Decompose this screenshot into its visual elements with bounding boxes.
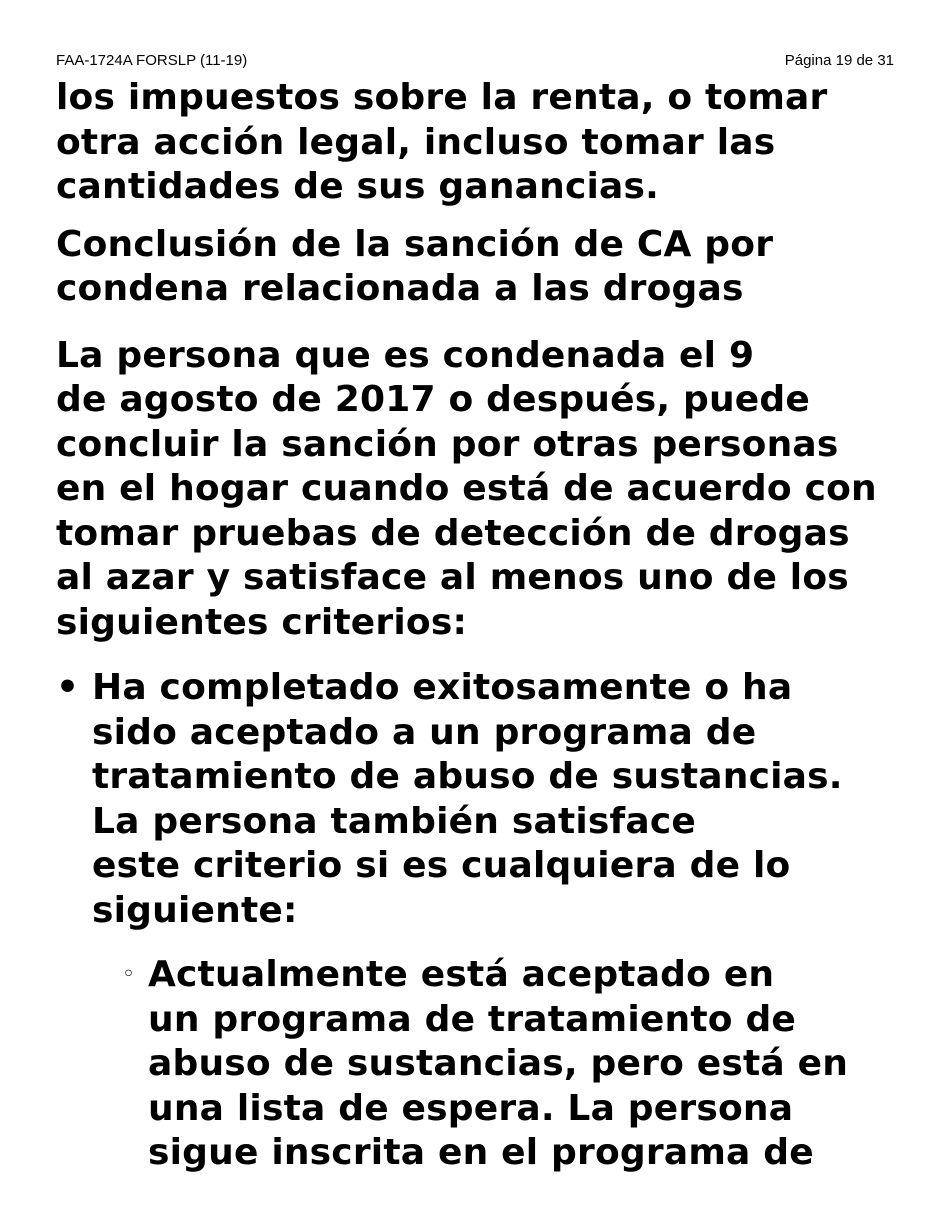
text-line: siguientes criterios: [56, 601, 468, 643]
document-body [56, 76, 906, 1176]
sub-criteria-list [92, 953, 906, 1176]
text-line: Ha completado exitosamente o ha [92, 667, 793, 708]
text-line: los impuestos sobre la renta, o tomar [56, 77, 828, 118]
criteria-list [56, 666, 906, 1176]
text-line: en el hogar cuando está de acuerdo con [56, 468, 877, 509]
text-line: sigue inscrita en el programa de [148, 1132, 814, 1173]
text-line: tratamiento de abuso de sustancias. [92, 756, 843, 797]
page-number: Página 19 de 31 [784, 52, 894, 69]
text-line: otra acción legal, incluso tomar las [56, 121, 776, 163]
text-line: sido aceptado a un programa de [92, 711, 757, 753]
text-line: cantidades de sus ganancias. [56, 166, 660, 207]
text-line: La persona también satisface [92, 800, 697, 842]
text-line: un programa de tratamiento de [148, 998, 797, 1040]
heading-line: condena relacionada a las drogas [56, 268, 744, 309]
text-line: al azar y satisface al menos uno de los [56, 557, 849, 598]
text-line: tomar pruebas de detección de drogas [56, 512, 850, 554]
form-id: FAA-1724A FORSLP (11-19) [56, 52, 248, 69]
heading-line: Conclusión de la sanción de CA por [56, 223, 774, 265]
text-line: La persona que es condenada el 9 [56, 334, 755, 376]
bullet-icon: • [56, 667, 80, 708]
text-line: este criterio si es cualquiera de lo [92, 845, 791, 886]
circle-bullet-icon: ◦ [122, 962, 136, 987]
text-line: siguiente: [92, 889, 298, 931]
list-item [56, 666, 906, 1176]
text-line: concluir la sanción por otras personas [56, 423, 839, 465]
criteria-paragraph [56, 334, 906, 646]
text-line: abuso de sustancias, pero está en [148, 1043, 849, 1084]
continued-paragraph [56, 76, 906, 210]
text-line: una lista de espera. La persona [148, 1087, 794, 1129]
page-header [56, 52, 894, 72]
text-line: Actualmente está aceptado en [148, 954, 775, 995]
sub-list-item [92, 953, 906, 1176]
section-heading [56, 223, 906, 312]
text-line: de agosto de 2017 o después, puede [56, 379, 810, 420]
